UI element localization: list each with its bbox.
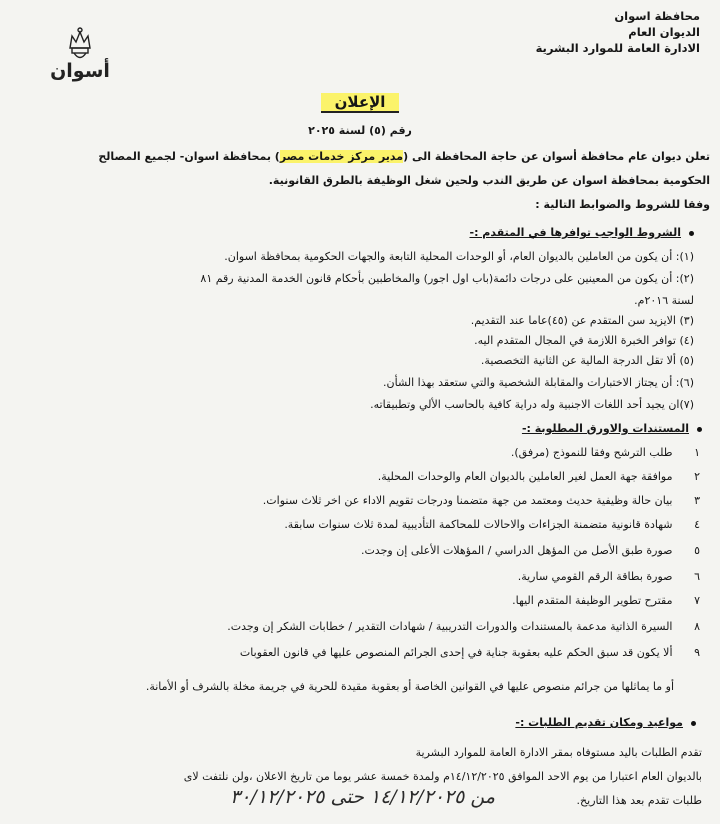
submission-heading: مواعيد ومكان تقديم الطلبات :- bbox=[515, 716, 696, 729]
decree-number: رقم (٥) لسنة ٢٠٢٥ bbox=[308, 124, 412, 137]
document-item: ٧ مقترح تطوير الوظيفة المتقدم اليها. bbox=[512, 594, 700, 607]
announcement-title: الإعلان bbox=[321, 93, 400, 113]
condition-item: (٧)ان يجيد أحد اللغات الاجنبية وله دراية كافية بالحاسب الألي وتطبيقاته. bbox=[370, 398, 694, 411]
condition-item: (٣) الايزيد سن المتقدم عن (٤٥)عاما عند التقديم. bbox=[470, 314, 694, 327]
documents-heading: المستندات والاورق المطلوبة :- bbox=[522, 422, 702, 435]
document-item: ٣ بيان حالة وظيفية حديث ومعتمد من جهة متضمنا ودرجات تقويم الاداء عن اخر ثلاث سنوات. bbox=[262, 494, 700, 507]
handwritten-date-range: من ١٤/١٢/٢٠٢٥ حتى ٣٠/١٢/٢٠٢٥ bbox=[230, 786, 495, 808]
submission-line-2: بالديوان العام اعتبارا من يوم الاحد الموافق ١٤/١٢/٢٠٢٥م ولمدة خمسة عشر يوما من تاريخ الاعلان ،ولن نلتفت لاى bbox=[183, 770, 702, 783]
document-item: ٥ صورة طبق الأصل من المؤهل الدراسي / المؤهلات الأعلى إن وجدت. bbox=[360, 544, 700, 557]
document-continuation: أو ما يماثلها من جرائم منصوص عليها في القوانين الخاصة أو بعقوبة مقيدة للحرية في جريمة مخلة بالشرف أو الأمانة. bbox=[145, 680, 674, 693]
aswan-logo bbox=[34, 22, 126, 84]
condition-item: (١): أن يكون من العاملين بالديوان العام، أو الوحدات المحلية التابعة والجهات الحكومية بمحافظة اسوان. bbox=[224, 250, 694, 263]
document-item: ٤ شهادة قانونية متضمنة الجزاءات والاحالات للمحاكمة التأديبية لمدة ثلاث سنوات سابقة. bbox=[284, 518, 700, 531]
bullet-icon bbox=[691, 721, 696, 726]
document-item: ٨ السيرة الذاتية مدعمة بالمستندات والدورات التدريبية / شهادات التقدير / خطابات الشكر إن وجدت. bbox=[227, 620, 700, 633]
condition-item: (٦): أن يجتاز الاختبارات والمقابلة الشخصية والتي ستعقد بهذا الشأن. bbox=[383, 376, 694, 389]
logo-wordmark: أسوان bbox=[50, 60, 110, 82]
document-item: ١ طلب الترشح وفقا للنموذج (مرفق). bbox=[510, 446, 700, 459]
condition-item: (٤) توافر الخبرة اللازمة في المجال المتقدم اليه. bbox=[474, 334, 694, 347]
header-office: الديوان العام bbox=[628, 25, 700, 39]
issuer-header bbox=[500, 8, 700, 56]
header-department: الادارة العامة للموارد البشرية bbox=[535, 41, 700, 55]
condition-item: (٥) ألا تقل الدرجة المالية عن الثانية التخصصية. bbox=[480, 354, 694, 367]
condition-item: (٢): أن يكون من المعينين على درجات دائمة(باب اول اجور) والمخاطبين بأحكام قانون الخدمة المدنية رقم ٨١ bbox=[200, 272, 694, 285]
header-governorate: محافظة اسوان bbox=[614, 9, 700, 23]
bullet-icon bbox=[697, 427, 702, 432]
position-name: مدير مركز خدمات مصر bbox=[279, 150, 404, 163]
conditions-heading: الشروط الواجب توافرها في المتقدم :- bbox=[470, 226, 694, 239]
intro-line-3: وفقا للشروط والضوابط التالية : bbox=[535, 198, 710, 211]
bullet-icon bbox=[689, 231, 694, 236]
document-item: ٢ موافقة جهة العمل لغير العاملين بالديوان العام والوحدات المحلية. bbox=[377, 470, 700, 483]
submission-line-1: تقدم الطلبات باليد مستوفاه بمقر الادارة العامة للموارد البشرية bbox=[415, 746, 702, 759]
intro-line-1: تعلن ديوان عام محافظة أسوان عن حاجة المحافظة الى (مدير مركز خدمات مصر) بمحافظة اسوان- لجميع المصالح bbox=[98, 150, 710, 163]
condition-item: لسنة ٢٠١٦م. bbox=[634, 294, 694, 307]
intro-line-2: الحكومية بمحافظة اسوان عن طريق الندب ولحين شغل الوظيفة بالطرق القانونية. bbox=[268, 174, 710, 187]
document-item: ٩ ألا يكون قد سبق الحكم عليه بعقوبة جناية في إحدى الجرائم المنصوص عليها في قانون العقوبات bbox=[239, 646, 700, 659]
submission-line-3: طلبات تقدم بعد هذا التاريخ. bbox=[576, 794, 702, 807]
document-item: ٦ صورة بطاقة الرقم القومي سارية. bbox=[517, 570, 700, 583]
